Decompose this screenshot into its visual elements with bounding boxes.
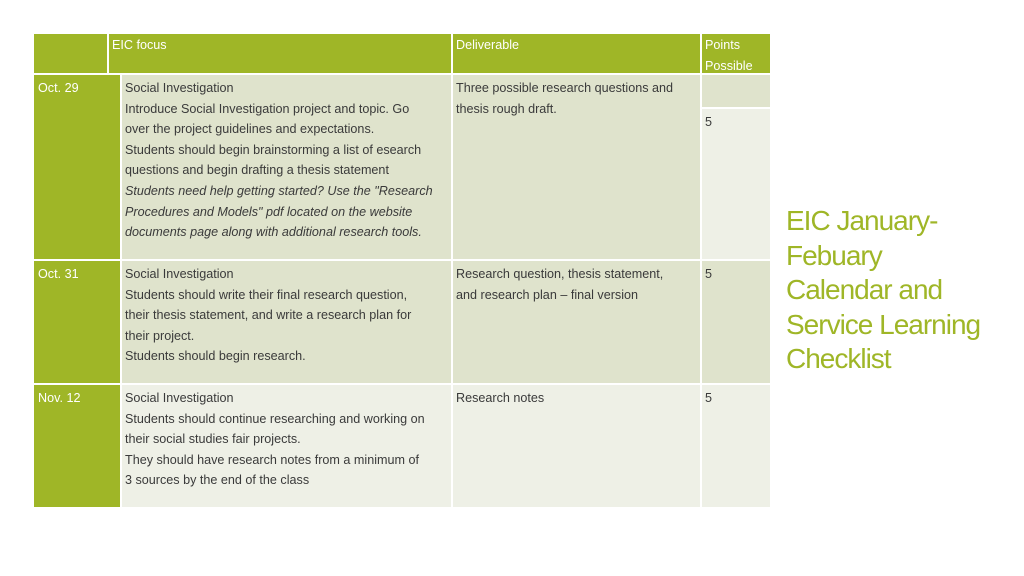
calendar-table bbox=[34, 34, 770, 507]
table-row-deliverable: Research notes bbox=[452, 384, 701, 507]
table-row-deliverable: Three possible research questions and thesis rough draft. bbox=[452, 74, 701, 260]
table-row-focus: Social Investigation Students should continue researching and working on their social studies fair projects. They should have research notes from a minimum of 3 sources by the end of the class bbox=[121, 384, 452, 507]
table-row-date: Oct. 31 bbox=[34, 260, 121, 384]
table-row-points: 5 bbox=[701, 384, 770, 507]
table-row-deliverable: Research question, thesis statement, and research plan – final version bbox=[452, 260, 701, 384]
header-date bbox=[34, 34, 108, 74]
grid-line bbox=[34, 73, 770, 75]
table-row-date: Oct. 29 bbox=[34, 74, 121, 260]
table-row-points: 5 bbox=[701, 108, 770, 260]
slide-title: EIC January- Febuary Calendar and Service Learning Checklist bbox=[786, 205, 981, 374]
header-eic-focus: EIC focus bbox=[108, 34, 452, 74]
header-deliverable: Deliverable bbox=[452, 34, 701, 74]
grid-line bbox=[451, 34, 453, 507]
grid-line bbox=[34, 259, 770, 261]
table-row-focus: Social Investigation Introduce Social Investigation project and topic. Go over the project guidelines and expectations. Students should begin brainstorming a list of esearch questions and begin drafting a thesis statement Students need help getting started? Use the "Research Procedures and Models" pdf located on the website documents page along with additional research tools. bbox=[121, 74, 452, 260]
grid-line bbox=[107, 34, 109, 74]
table-row-focus: Social Investigation Students should write their final research question, their thesis statement, and write a research plan for their project. Students should begin research. bbox=[121, 260, 452, 384]
table-row-points-empty bbox=[701, 74, 770, 108]
grid-line bbox=[700, 34, 702, 507]
grid-line bbox=[34, 383, 770, 385]
table-row-date: Nov. 12 bbox=[34, 384, 121, 507]
grid-line bbox=[701, 107, 770, 109]
grid-line bbox=[120, 74, 122, 507]
header-points-possible: Points Possible bbox=[701, 34, 770, 74]
table-row-points: 5 bbox=[701, 260, 770, 384]
